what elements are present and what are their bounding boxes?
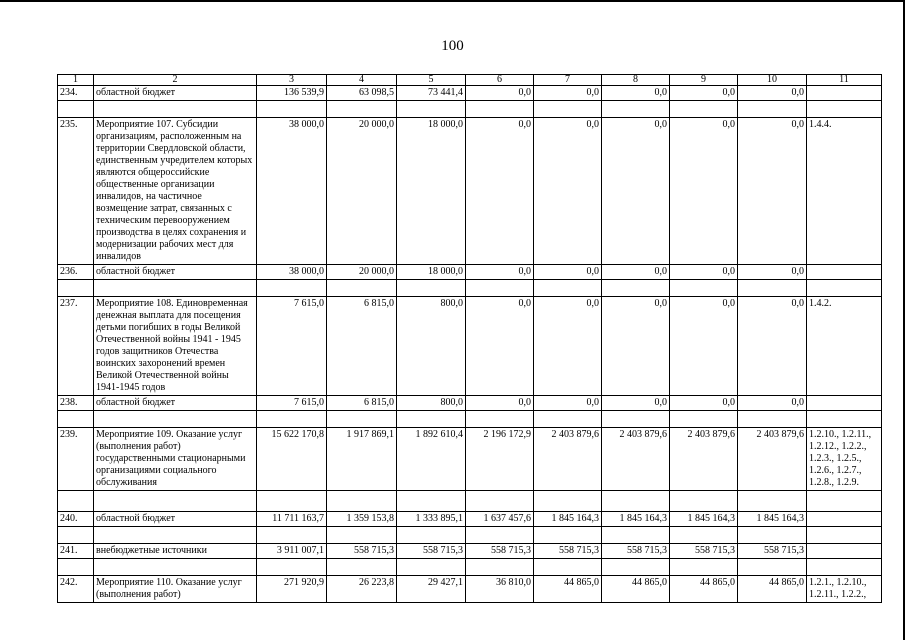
row-value: 0,0 <box>466 297 534 396</box>
spacer-cell <box>670 559 738 576</box>
row-value: 558 715,3 <box>327 544 397 559</box>
table-row <box>58 428 882 491</box>
spacer-cell <box>58 280 94 297</box>
row-value: 73 441,4 <box>397 86 466 101</box>
row-title: внебюджетные источники <box>94 544 257 559</box>
column-header: 9 <box>670 75 738 86</box>
row-number: 234. <box>58 86 94 101</box>
spacer-cell <box>602 280 670 297</box>
spacer-cell <box>257 101 327 118</box>
spacer-cell <box>466 527 534 544</box>
row-value: 44 865,0 <box>670 576 738 603</box>
row-value: 558 715,3 <box>670 544 738 559</box>
row-value: 558 715,3 <box>738 544 807 559</box>
row-value: 0,0 <box>602 86 670 101</box>
spacer-cell <box>807 101 882 118</box>
table-row <box>58 297 882 396</box>
page-frame-top <box>0 0 905 2</box>
row-value: 0,0 <box>466 86 534 101</box>
row-number: 238. <box>58 396 94 411</box>
spacer-cell <box>738 527 807 544</box>
spacer-cell <box>257 280 327 297</box>
row-value: 0,0 <box>738 86 807 101</box>
row-value: 7 615,0 <box>257 297 327 396</box>
row-references <box>807 544 882 559</box>
column-header: 5 <box>397 75 466 86</box>
spacer-cell <box>670 411 738 428</box>
row-value: 18 000,0 <box>397 265 466 280</box>
row-value: 558 715,3 <box>466 544 534 559</box>
row-value: 44 865,0 <box>602 576 670 603</box>
spacer-cell <box>807 491 882 512</box>
column-header: 6 <box>466 75 534 86</box>
spacer-cell <box>738 559 807 576</box>
spacer-row <box>58 491 882 512</box>
row-value: 800,0 <box>397 396 466 411</box>
row-value: 18 000,0 <box>397 118 466 265</box>
row-value: 0,0 <box>670 265 738 280</box>
spacer-cell <box>397 280 466 297</box>
row-value: 1 845 164,3 <box>670 512 738 527</box>
table-row <box>58 396 882 411</box>
spacer-cell <box>397 101 466 118</box>
spacer-cell <box>466 280 534 297</box>
row-value: 2 403 879,6 <box>670 428 738 491</box>
row-value: 0,0 <box>670 86 738 101</box>
table-row <box>58 86 882 101</box>
spacer-cell <box>58 527 94 544</box>
row-value: 0,0 <box>738 396 807 411</box>
row-value: 1 845 164,3 <box>602 512 670 527</box>
spacer-cell <box>807 527 882 544</box>
spacer-cell <box>58 559 94 576</box>
row-value: 1 845 164,3 <box>738 512 807 527</box>
spacer-cell <box>397 559 466 576</box>
spacer-cell <box>466 411 534 428</box>
spacer-cell <box>602 411 670 428</box>
table-row <box>58 544 882 559</box>
row-value: 0,0 <box>602 265 670 280</box>
row-value: 271 920,9 <box>257 576 327 603</box>
spacer-cell <box>257 411 327 428</box>
row-value: 1 333 895,1 <box>397 512 466 527</box>
spacer-cell <box>534 491 602 512</box>
row-value: 2 403 879,6 <box>534 428 602 491</box>
page-number: 100 <box>441 38 464 54</box>
row-value: 0,0 <box>534 396 602 411</box>
row-value: 29 427,1 <box>397 576 466 603</box>
spacer-cell <box>670 101 738 118</box>
row-title: Мероприятие 108. Единовременная денежная выплата для посещения детьми погибших в годы Великой Отечественной войны 1941 - 1945 годов защитников Отечества воинских захоронений времен Великой Отечественной войны 1941-1945 годов <box>94 297 257 396</box>
row-references <box>807 265 882 280</box>
spacer-cell <box>466 491 534 512</box>
spacer-cell <box>327 527 397 544</box>
row-value: 0,0 <box>738 297 807 396</box>
row-value: 11 711 163,7 <box>257 512 327 527</box>
spacer-cell <box>327 411 397 428</box>
row-value: 15 622 170,8 <box>257 428 327 491</box>
row-value: 800,0 <box>397 297 466 396</box>
spacer-row <box>58 559 882 576</box>
spacer-row <box>58 280 882 297</box>
row-value: 0,0 <box>738 265 807 280</box>
spacer-cell <box>94 527 257 544</box>
table-row <box>58 576 882 603</box>
row-number: 239. <box>58 428 94 491</box>
row-number: 237. <box>58 297 94 396</box>
row-number: 236. <box>58 265 94 280</box>
row-value: 38 000,0 <box>257 118 327 265</box>
row-references <box>807 396 882 411</box>
row-value: 0,0 <box>602 118 670 265</box>
column-header: 10 <box>738 75 807 86</box>
column-header: 7 <box>534 75 602 86</box>
column-header: 11 <box>807 75 882 86</box>
budget-table <box>57 74 882 603</box>
table-row <box>58 265 882 280</box>
spacer-cell <box>327 101 397 118</box>
spacer-cell <box>466 559 534 576</box>
spacer-cell <box>397 527 466 544</box>
spacer-cell <box>602 527 670 544</box>
spacer-cell <box>807 559 882 576</box>
row-references <box>807 86 882 101</box>
column-header: 4 <box>327 75 397 86</box>
spacer-cell <box>670 527 738 544</box>
row-value: 44 865,0 <box>738 576 807 603</box>
spacer-cell <box>807 411 882 428</box>
row-value: 0,0 <box>670 297 738 396</box>
row-value: 2 403 879,6 <box>738 428 807 491</box>
row-value: 36 810,0 <box>466 576 534 603</box>
row-references: 1.2.10., 1.2.11., 1.2.12., 1.2.2., 1.2.3., 1.2.5., 1.2.6., 1.2.7., 1.2.8., 1.2.9. <box>807 428 882 491</box>
row-value: 0,0 <box>670 396 738 411</box>
row-value: 6 815,0 <box>327 396 397 411</box>
spacer-cell <box>534 411 602 428</box>
row-title: Мероприятие 107. Субсидии организациям, расположенным на территории Свердловской области, единственным учредителем которых являются общероссийские общественные организации инвалидов, на частичное возмещение затрат, связанных с техническим перевооружением производства в целях сохранения и модернизации рабочих мест для инвалидов <box>94 118 257 265</box>
row-value: 6 815,0 <box>327 297 397 396</box>
spacer-cell <box>602 101 670 118</box>
spacer-cell <box>327 280 397 297</box>
spacer-cell <box>94 280 257 297</box>
column-header: 3 <box>257 75 327 86</box>
row-title: Мероприятие 109. Оказание услуг (выполнения работ) государственными стационарными организациями социального обслуживания <box>94 428 257 491</box>
spacer-cell <box>257 491 327 512</box>
spacer-cell <box>602 491 670 512</box>
table-row <box>58 118 882 265</box>
row-value: 558 715,3 <box>397 544 466 559</box>
row-references: 1.2.1., 1.2.10., 1.2.11., 1.2.2., <box>807 576 882 603</box>
row-value: 0,0 <box>466 118 534 265</box>
row-value: 38 000,0 <box>257 265 327 280</box>
column-header: 1 <box>58 75 94 86</box>
spacer-row <box>58 527 882 544</box>
row-value: 0,0 <box>534 265 602 280</box>
row-number: 235. <box>58 118 94 265</box>
row-value: 558 715,3 <box>534 544 602 559</box>
spacer-cell <box>58 101 94 118</box>
spacer-cell <box>534 527 602 544</box>
spacer-cell <box>807 280 882 297</box>
row-value: 3 911 007,1 <box>257 544 327 559</box>
spacer-cell <box>534 280 602 297</box>
column-header: 8 <box>602 75 670 86</box>
row-value: 0,0 <box>602 396 670 411</box>
spacer-cell <box>257 527 327 544</box>
spacer-cell <box>670 280 738 297</box>
spacer-cell <box>602 559 670 576</box>
spacer-cell <box>534 559 602 576</box>
column-header: 2 <box>94 75 257 86</box>
spacer-cell <box>257 559 327 576</box>
spacer-cell <box>94 411 257 428</box>
spacer-cell <box>738 491 807 512</box>
spacer-cell <box>738 411 807 428</box>
row-value: 1 892 610,4 <box>397 428 466 491</box>
row-value: 2 196 172,9 <box>466 428 534 491</box>
row-number: 241. <box>58 544 94 559</box>
row-value: 0,0 <box>534 86 602 101</box>
spacer-cell <box>397 411 466 428</box>
spacer-cell <box>94 101 257 118</box>
row-value: 0,0 <box>534 118 602 265</box>
spacer-cell <box>397 491 466 512</box>
row-references <box>807 512 882 527</box>
row-value: 0,0 <box>738 118 807 265</box>
spacer-cell <box>670 491 738 512</box>
spacer-cell <box>327 491 397 512</box>
row-value: 20 000,0 <box>327 265 397 280</box>
row-value: 558 715,3 <box>602 544 670 559</box>
spacer-cell <box>94 559 257 576</box>
row-value: 7 615,0 <box>257 396 327 411</box>
row-number: 240. <box>58 512 94 527</box>
spacer-cell <box>327 559 397 576</box>
table-header-row <box>58 75 882 86</box>
spacer-cell <box>738 101 807 118</box>
spacer-cell <box>58 411 94 428</box>
row-number: 242. <box>58 576 94 603</box>
row-value: 26 223,8 <box>327 576 397 603</box>
row-value: 1 637 457,6 <box>466 512 534 527</box>
row-value: 1 359 153,8 <box>327 512 397 527</box>
row-references: 1.4.4. <box>807 118 882 265</box>
row-value: 0,0 <box>670 118 738 265</box>
spacer-cell <box>738 280 807 297</box>
row-value: 44 865,0 <box>534 576 602 603</box>
row-value: 0,0 <box>466 396 534 411</box>
row-value: 0,0 <box>602 297 670 396</box>
row-title: Мероприятие 110. Оказание услуг (выполнения работ) <box>94 576 257 603</box>
row-title: областной бюджет <box>94 265 257 280</box>
table-row <box>58 512 882 527</box>
row-title: областной бюджет <box>94 512 257 527</box>
spacer-cell <box>534 101 602 118</box>
row-value: 20 000,0 <box>327 118 397 265</box>
spacer-row <box>58 101 882 118</box>
row-value: 1 917 869,1 <box>327 428 397 491</box>
spacer-cell <box>466 101 534 118</box>
spacer-cell <box>58 491 94 512</box>
spacer-cell <box>94 491 257 512</box>
row-value: 0,0 <box>466 265 534 280</box>
row-value: 2 403 879,6 <box>602 428 670 491</box>
row-title: областной бюджет <box>94 396 257 411</box>
row-value: 63 098,5 <box>327 86 397 101</box>
row-value: 136 539,9 <box>257 86 327 101</box>
spacer-row <box>58 411 882 428</box>
row-value: 1 845 164,3 <box>534 512 602 527</box>
row-references: 1.4.2. <box>807 297 882 396</box>
row-title: областной бюджет <box>94 86 257 101</box>
row-value: 0,0 <box>534 297 602 396</box>
